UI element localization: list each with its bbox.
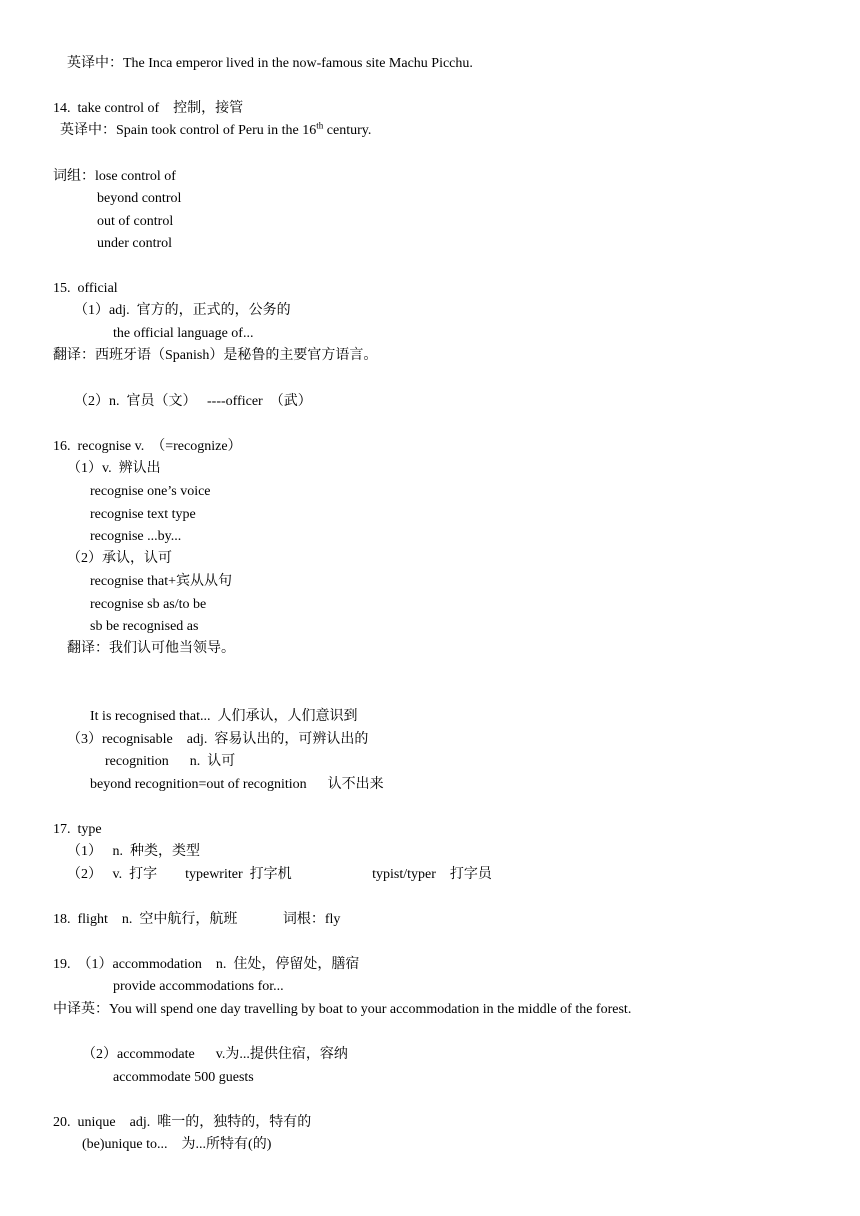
text-line: recognition n. 认可 xyxy=(105,754,236,769)
text-line: It is recognised that... 人们承认，人们意识到 xyxy=(90,709,358,724)
text-line: recognise that+宾从从句 xyxy=(90,574,233,589)
item-heading: 16. recognise v. （=recognize） xyxy=(53,439,242,454)
text-line: （2）n. 官员（文） ----officer （武） xyxy=(74,394,312,409)
text-line: beyond recognition=out of recognition 认不出来 xyxy=(90,777,384,792)
text-line: provide accommodations for... xyxy=(113,979,284,994)
text-line: recognise sb as/to be xyxy=(90,597,207,612)
item-heading: 14. take control of 控制，接管 xyxy=(53,101,244,116)
item-heading: 15. official xyxy=(53,281,118,296)
text-line: sb be recognised as xyxy=(90,619,199,634)
text-line: the official language of... xyxy=(113,326,254,341)
item-heading: 17. type xyxy=(53,822,102,837)
text-line: （1） n. 种类，类型 xyxy=(67,844,200,859)
item-heading: 18. flight n. 空中航行，航班 词根：fly xyxy=(53,912,341,927)
text-line: under control xyxy=(97,236,173,251)
text-line: （1）adj. 官方的，正式的，公务的 xyxy=(74,303,291,318)
text-line: 英译中：Spain took control of Peru in the 16th century. xyxy=(60,120,372,138)
text-line: recognise one’s voice xyxy=(90,484,211,499)
text-line: 翻译：西班牙语（Spanish）是秘鲁的主要官方语言。 xyxy=(53,348,378,363)
item-heading: 20. unique adj. 唯一的，独特的，特有的 xyxy=(53,1115,312,1130)
superscript: th xyxy=(316,120,324,131)
text-line: recognise text type xyxy=(90,507,196,522)
text-line: 翻译：我们认可他当领导。 xyxy=(67,641,235,656)
item-heading: 19. （1）accommodation n. 住处，停留处，膳宿 xyxy=(53,957,360,972)
text-line: 中译英：You will spend one day travelling by boat to your accommodation in the middle of the forest. xyxy=(53,1002,632,1017)
text-line: beyond control xyxy=(97,191,182,206)
text-line: 英译中：The Inca emperor lived in the now-famous site Machu Picchu. xyxy=(67,56,473,71)
text-line: (be)unique to... 为...所特有(的) xyxy=(82,1137,272,1152)
text-line: recognise ...by... xyxy=(90,529,182,544)
text-line: （2）accommodate v.为...提供住宿，容纳 xyxy=(82,1047,348,1062)
text-line: accommodate 500 guests xyxy=(113,1070,254,1085)
text-line: （2）承认，认可 xyxy=(67,551,172,566)
text-line: 词组：lose control of xyxy=(53,169,176,184)
text-line: （2） v. 打字 typewriter 打字机 typist/typer 打字员 xyxy=(67,867,492,882)
text-line: out of control xyxy=(97,214,174,229)
text-line: （1）v. 辨认出 xyxy=(67,461,161,476)
text-line: （3）recognisable adj. 容易认出的，可辨认出的 xyxy=(67,732,369,747)
